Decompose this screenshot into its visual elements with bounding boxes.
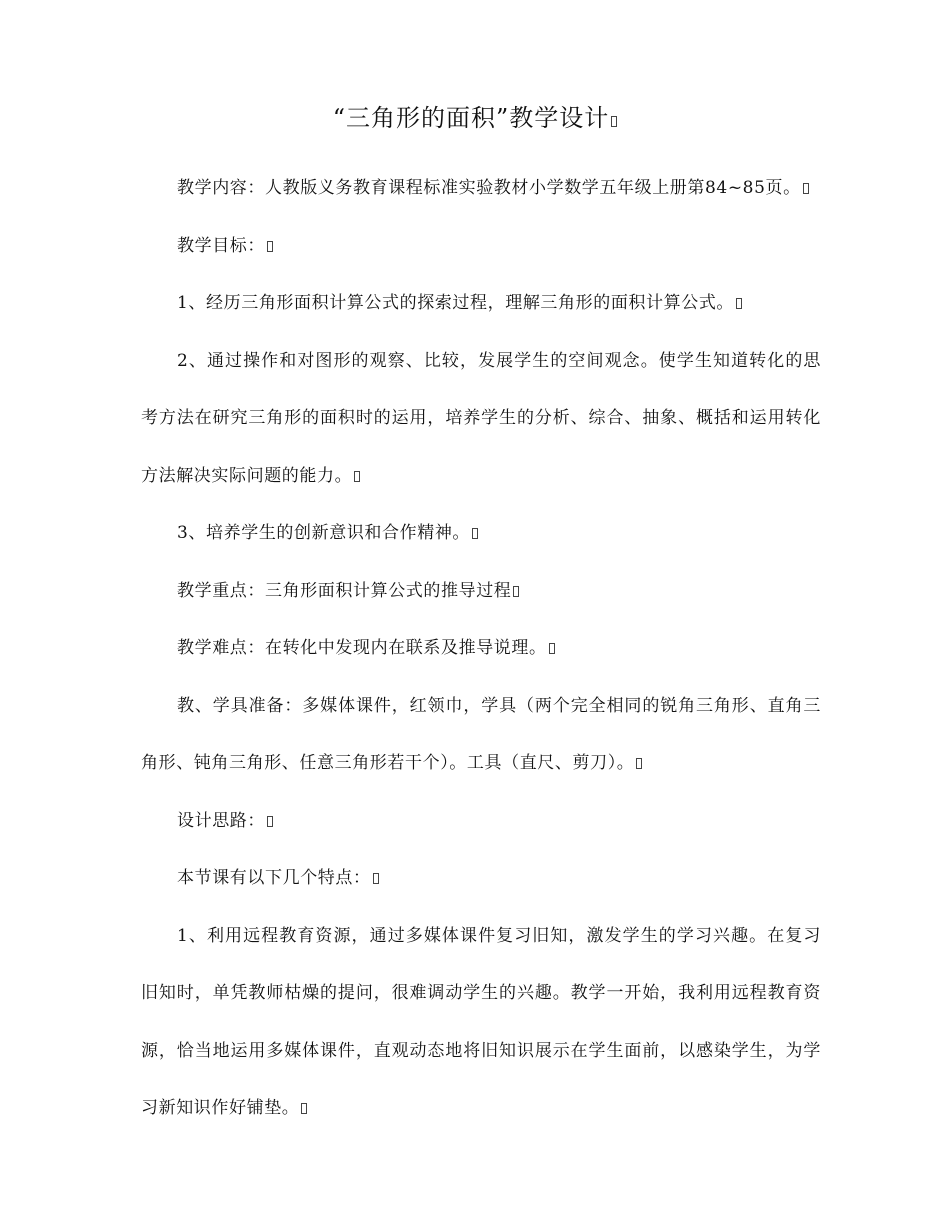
paragraph-objective-1 [141, 275, 821, 333]
paragraph-text: 3、培养学生的创新意识和合作精神。 [177, 523, 471, 543]
paragraph-text: 教学内容：人教版义务教育课程标准实验教材小学数学五年级上册第84~85页。 [177, 178, 801, 198]
paragraph-mark-icon [636, 758, 642, 769]
document-title [0, 100, 950, 136]
title-text: “三角形的面积”教学设计 [332, 104, 610, 132]
paragraph-difficulty [141, 620, 821, 678]
paragraph-mark-icon [611, 116, 617, 127]
paragraph-text: 教学重点：三角形面积计算公式的推导过程 [177, 580, 512, 601]
paragraph-materials [141, 678, 821, 793]
paragraph-mark-icon [301, 1103, 307, 1114]
paragraph-text: 设计思路： [177, 810, 265, 831]
paragraph-design-heading [141, 793, 821, 851]
paragraph-text: 教、学具准备：多媒体课件，红领巾，学具（两个完全相同的锐角三角形、直角三角形、钝角三角形、任意三角形若干个）。工具（直尺、剪刀）。 [141, 695, 821, 773]
paragraph-mark-icon [549, 643, 555, 654]
paragraph-text: 1、利用远程教育资源，通过多媒体课件复习旧知，激发学生的学习兴趣。在复习旧知时，单凭教师枯燥的提问，很难调动学生的兴趣。教学一开始，我利用远程教育资源，恰当地运用多媒体课件，直观动态地将旧知识展示在学生面前，以感染学生，为学习新知识作好铺垫。 [141, 925, 821, 1118]
paragraph-content [141, 160, 821, 218]
paragraph-text: 本节课有以下几个特点： [177, 868, 371, 888]
paragraph-objective-2 [141, 333, 821, 506]
paragraph-mark-icon [267, 816, 273, 827]
paragraph-features-intro [141, 850, 821, 908]
paragraph-mark-icon [472, 528, 478, 539]
paragraph-mark-icon [513, 586, 519, 597]
paragraph-mark-icon [267, 241, 273, 252]
paragraph-objective-3 [141, 505, 821, 563]
paragraph-mark-icon [373, 873, 379, 884]
document-body [141, 160, 821, 1138]
paragraph-mark-icon [736, 298, 742, 309]
paragraph-text: 教学目标： [177, 235, 265, 256]
paragraph-mark-icon [354, 471, 360, 482]
paragraph-text: 2、通过操作和对图形的观察、比较，发展学生的空间观念。使学生知道转化的思考方法在研究三角形的面积时的运用，培养学生的分析、综合、抽象、概括和运用转化方法解决实际问题的能力。 [141, 350, 821, 486]
paragraph-feature-1 [141, 908, 821, 1138]
paragraph-mark-icon [803, 183, 809, 194]
paragraph-text: 1、经历三角形面积计算公式的探索过程，理解三角形的面积计算公式。 [177, 293, 735, 313]
paragraph-text: 教学难点：在转化中发现内在联系及推导说理。 [177, 638, 547, 658]
paragraph-key-point [141, 563, 821, 621]
paragraph-objectives-heading [141, 218, 821, 276]
